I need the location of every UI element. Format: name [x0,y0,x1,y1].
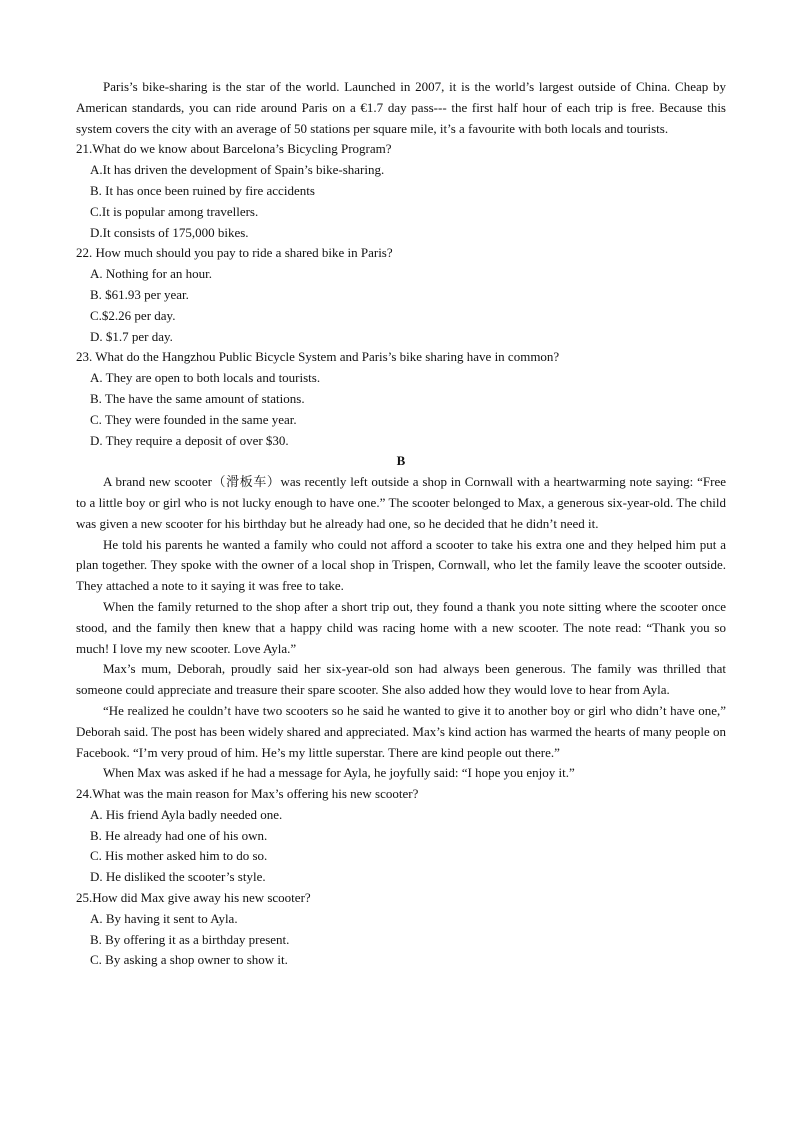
option-d: D.It consists of 175,000 bikes. [90,224,249,240]
question-stem: 25.How did Max give away his new scooter? [76,890,311,906]
option-c: C.It is popular among travellers. [90,203,259,219]
option-b: B. He already had one of his own. [90,827,268,843]
option-d: D. $1.7 per day. [90,328,173,344]
document-page [76,77,726,971]
option-c: C. They were founded in the same year. [90,411,297,427]
option-d: D. They require a deposit of over $30. [90,432,289,448]
passage-b-paragraph-2: He told his parents he wanted a family who could not afford a scooter to take his extra one and they helped him put a plan together. They spoke with the owner of a local shop in Trispen, Cornwall, who let the family leave the scooter outside. They attached a note to it saying it was free to take. [76,536,726,594]
option-c: C.$2.26 per day. [90,307,176,323]
paris-paragraph: Paris’s bike-sharing is the star of the world. Launched in 2007, it is the world’s largest outside of China. Cheap by American standards, you can ride around Paris on a €1.7 day pass--- the first half hour of each trip is free. Because this system covers the city with an average of 50 stations per square mile, it’s a favourite with both locals and tourists. [76,79,726,136]
question-stem: 23. What do the Hangzhou Public Bicycle System and Paris’s bike sharing have in common? [76,349,560,365]
question-21 [76,139,726,243]
option-a: A. Nothing for an hour. [90,266,213,282]
option-c: C. By asking a shop owner to show it. [90,952,288,968]
passage-b-paragraph-4: Max’s mum, Deborah, proudly said her six-year-old son had always been generous. The family was thrilled that someone could appreciate and treasure their spare scooter. She also added how they would love to hear from Ayla. [76,661,726,698]
option-a: A.It has driven the development of Spain’s bike-sharing. [90,162,385,178]
option-c: C. His mother asked him to do so. [90,848,268,864]
passage-b-paragraph-6: When Max was asked if he had a message for Ayla, he joyfully said: “I hope you enjoy it.” [103,765,575,781]
question-22 [76,243,726,347]
option-b: B. By offering it as a birthday present. [90,931,290,947]
option-d: D. He disliked the scooter’s style. [90,869,266,885]
passage-b-paragraph-1: A brand new scooter（滑板车）was recently left outside a shop in Cornwall with a heartwarming note saying: “Free to a little boy or girl who is not lucky enough to have one.” The scooter belonged to Max, a generous six-year-old. The child was given a new scooter for his birthday but he already had one, so he decided that he didn’t need it. [76,474,726,531]
option-a: A. His friend Ayla badly needed one. [90,806,283,822]
passage-b-paragraph-5: “He realized he couldn’t have two scooters so he said he wanted to give it to another boy or girl who didn’t have one,” Deborah said. The post has been widely shared and appreciated. Max’s kind action has warmed the hearts of many people on Facebook. “I’m very proud of him. He’s my little superstar. There are kind people out there.” [76,702,726,760]
question-25 [76,888,726,971]
option-b: B. It has once been ruined by fire accidents [90,182,315,198]
question-24 [76,784,726,888]
option-b: B. The have the same amount of stations. [90,390,305,406]
question-stem: 24.What was the main reason for Max’s offering his new scooter? [76,786,419,802]
passage-b-paragraph-3: When the family returned to the shop after a short trip out, they found a thank you note sitting where the scooter once stood, and the family then knew that a happy child was racing home with a new scooter. The note read: “Thank you so much! I love my new scooter. Love Ayla.” [76,598,726,656]
question-stem: 22. How much should you pay to ride a shared bike in Paris? [76,245,393,261]
option-b: B. $61.93 per year. [90,286,189,302]
option-a: A. By having it sent to Ayla. [90,910,238,926]
section-b-title: B [396,453,406,469]
question-23 [76,347,726,451]
option-a: A. They are open to both locals and tourists. [90,370,321,386]
question-stem: 21.What do we know about Barcelona’s Bicycling Program? [76,141,392,157]
